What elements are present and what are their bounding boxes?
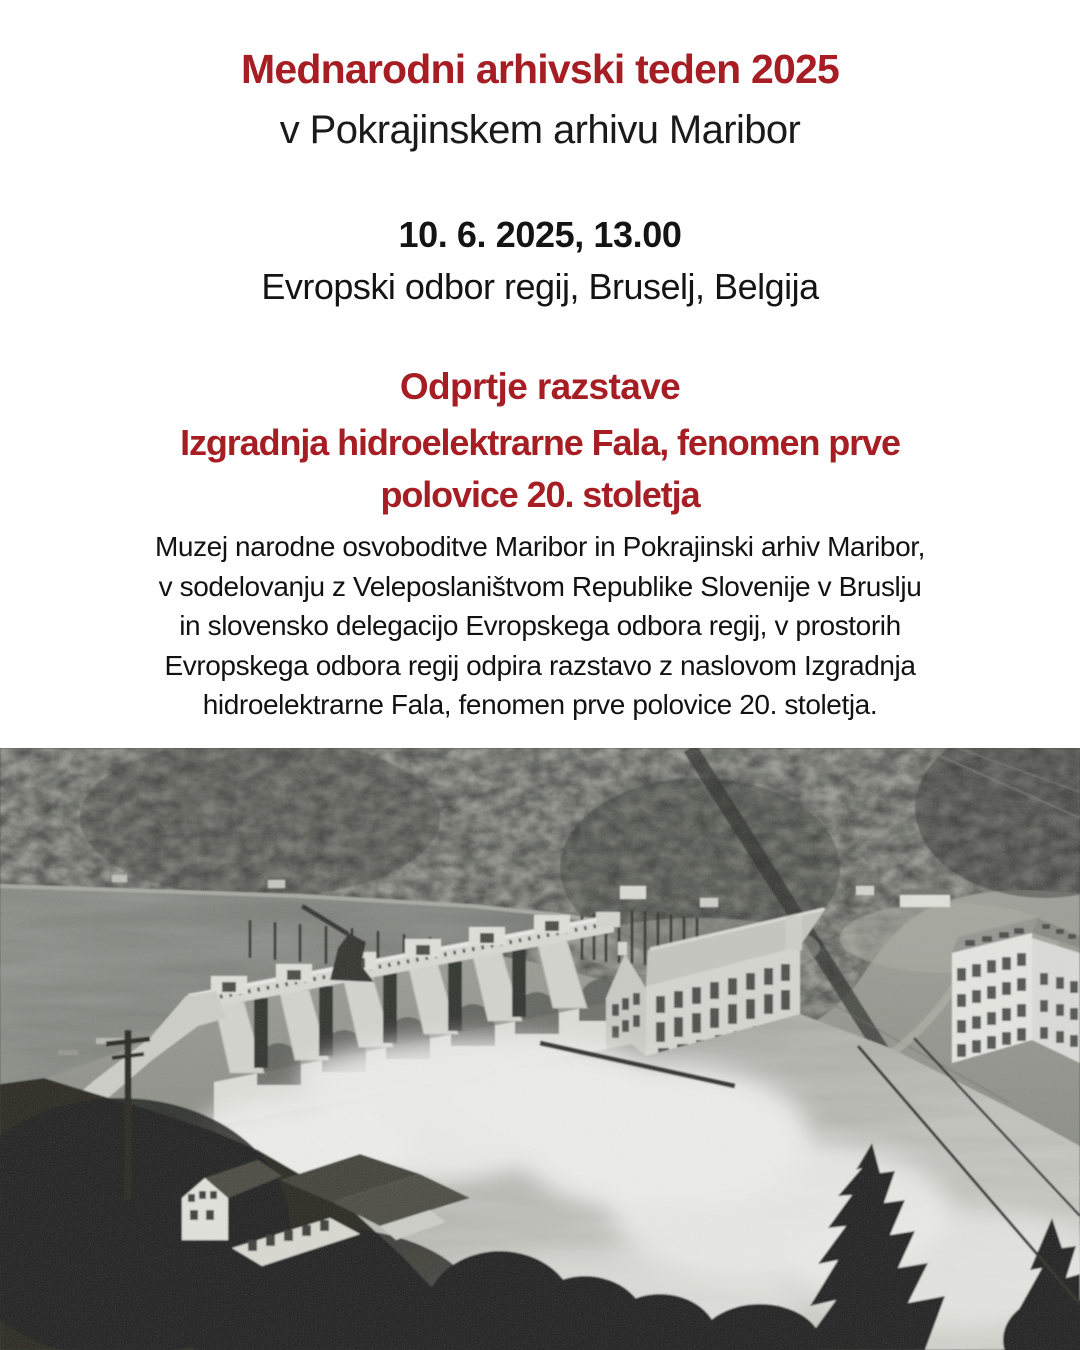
page-subtitle: v Pokrajinskem arhivu Maribor [279,108,801,152]
event-info [0,212,1080,310]
description-line: Evropskega odbora regij odpira razstavo z naslovom Izgradnja [164,649,916,681]
exhibition-title [0,417,1080,521]
header [0,44,1080,155]
page-title: Mednarodni arhivski teden 2025 [240,46,840,92]
description-line: v sodelovanju z Veleposlaništvom Republike Slovenije v Bruslju [158,570,922,602]
description-line: Muzej narodne osvoboditve Maribor in Pokrajinski arhiv Maribor, [154,531,926,562]
exhibition-heading: Odprtje razstave [399,366,681,407]
exhibition-title-line: polovice 20. stoletja [380,474,700,515]
film-grain-overlay [0,748,1080,1350]
fala-dam-photo-svg [0,748,1080,1350]
description-line: in slovensko delegacijo Evropskega odbora regij, v prostorih [179,610,901,641]
event-datetime: 10. 6. 2025, 13.00 [398,214,682,255]
exhibition-title-line: Izgradnja hidroelektrarne Fala, fenomen prve [180,422,900,463]
description-paragraph [0,527,1080,725]
exhibition-announcement [0,364,1080,521]
fala-dam-photo [0,748,1080,1350]
description-line: hidroelektrarne Fala, fenomen prve polovice 20. stoletja. [202,689,878,720]
event-venue: Evropski odbor regij, Bruselj, Belgija [261,266,819,307]
